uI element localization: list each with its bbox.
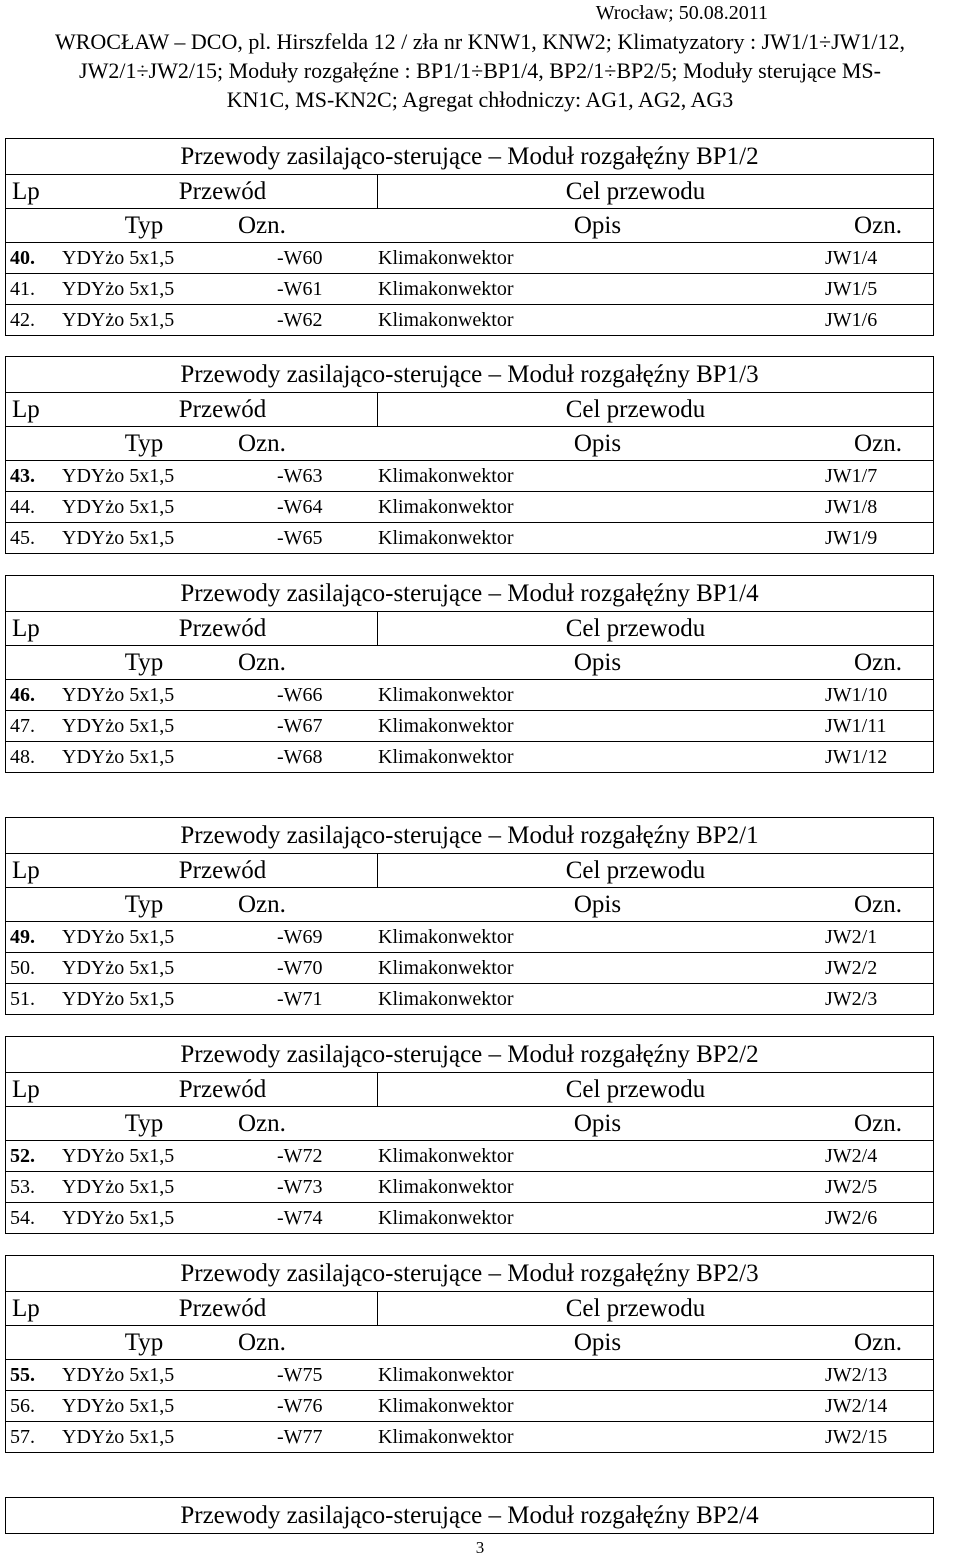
cell-typ: YDYżo 5x1,5 <box>62 1207 175 1229</box>
cell-typ: YDYżo 5x1,5 <box>62 988 175 1010</box>
table-row <box>6 305 933 335</box>
table-row <box>6 461 933 492</box>
cell-lp: 42. <box>10 309 35 331</box>
cell-opis: Klimakonwektor <box>378 1207 514 1229</box>
cell-opis: Klimakonwektor <box>378 278 514 300</box>
header-ozn-target: Ozn. <box>854 1110 902 1137</box>
cable-table <box>5 356 934 554</box>
cell-ozn: -W76 <box>277 1395 323 1417</box>
cell-ozn: -W73 <box>277 1176 323 1198</box>
header-blank <box>6 888 62 921</box>
cell-ozn: -W71 <box>277 988 323 1010</box>
cell-opis: Klimakonwektor <box>378 746 514 768</box>
cell-ozn-target: JW2/15 <box>825 1426 888 1448</box>
header-lp: Lp <box>12 178 40 205</box>
cell-opis: Klimakonwektor <box>378 309 514 331</box>
cell-ozn-target: JW1/9 <box>825 527 878 549</box>
header-ozn: Ozn. <box>238 1110 286 1137</box>
cell-typ: YDYżo 5x1,5 <box>62 247 175 269</box>
table-header-sub <box>6 209 933 243</box>
table-title: Przewody zasilająco-sterujące – Moduł rozgałęźny BP1/2 <box>6 139 933 175</box>
document-date: Wrocław; 50.08.2011 <box>595 2 768 24</box>
cell-opis: Klimakonwektor <box>378 1426 514 1448</box>
cell-lp: 55. <box>10 1364 35 1386</box>
cell-ozn: -W61 <box>277 278 323 300</box>
cell-ozn: -W67 <box>277 715 323 737</box>
header-przewod: Przewód <box>68 612 378 645</box>
header-opis: Opis <box>573 649 622 676</box>
header-cel-przewodu: Cel przewodu <box>565 857 706 884</box>
header-ozn: Ozn. <box>238 430 286 457</box>
cell-ozn-target: JW2/6 <box>825 1207 878 1229</box>
table-title: Przewody zasilająco-sterujące – Moduł rozgałęźny BP1/4 <box>6 576 933 612</box>
table-row <box>6 922 933 953</box>
cell-lp: 50. <box>10 957 35 979</box>
header-blank <box>6 1326 62 1359</box>
cell-opis: Klimakonwektor <box>378 1176 514 1198</box>
header-lp: Lp <box>12 1295 40 1322</box>
cell-typ: YDYżo 5x1,5 <box>62 278 175 300</box>
cell-lp: 52. <box>10 1145 35 1167</box>
cell-lp: 44. <box>10 496 35 518</box>
header-przewod: Przewód <box>68 393 378 426</box>
header-typ: Typ <box>124 212 164 239</box>
table-row <box>6 274 933 305</box>
table-header-main <box>6 1073 933 1107</box>
table-header-main <box>6 1292 933 1326</box>
cell-ozn: -W63 <box>277 465 323 487</box>
cell-ozn-target: JW2/14 <box>825 1395 888 1417</box>
header-opis: Opis <box>573 430 622 457</box>
table-row <box>6 1391 933 1422</box>
cell-opis: Klimakonwektor <box>378 684 514 706</box>
table-row <box>6 492 933 523</box>
cable-table <box>5 1255 934 1453</box>
table-row <box>6 1141 933 1172</box>
cell-lp: 54. <box>10 1207 35 1229</box>
cell-opis: Klimakonwektor <box>378 465 514 487</box>
cell-lp: 43. <box>10 465 35 487</box>
header-cel-przewodu: Cel przewodu <box>565 615 706 642</box>
cell-opis: Klimakonwektor <box>378 247 514 269</box>
header-opis: Opis <box>573 891 622 918</box>
cell-typ: YDYżo 5x1,5 <box>62 957 175 979</box>
cell-opis: Klimakonwektor <box>378 1145 514 1167</box>
table-header-sub <box>6 427 933 461</box>
cable-table <box>5 1497 934 1534</box>
cell-ozn: -W68 <box>277 746 323 768</box>
table-title: Przewody zasilająco-sterujące – Moduł rozgałęźny BP2/2 <box>6 1037 933 1073</box>
cell-ozn-target: JW1/11 <box>825 715 887 737</box>
cell-typ: YDYżo 5x1,5 <box>62 1176 175 1198</box>
cell-typ: YDYżo 5x1,5 <box>62 746 175 768</box>
cell-ozn-target: JW1/10 <box>825 684 888 706</box>
table-header-sub <box>6 1326 933 1360</box>
header-cel-przewodu: Cel przewodu <box>565 178 706 205</box>
table-title: Przewody zasilająco-sterujące – Moduł rozgałęźny BP2/1 <box>6 818 933 854</box>
cell-ozn: -W62 <box>277 309 323 331</box>
cell-typ: YDYżo 5x1,5 <box>62 309 175 331</box>
table-row <box>6 680 933 711</box>
header-line: JW2/1÷JW2/15; Moduły rozgałęźne : BP1/1÷BP1/4, BP2/1÷BP2/5; Moduły sterujące MS- <box>79 58 881 83</box>
page-number: 3 <box>475 1538 485 1557</box>
header-typ: Typ <box>124 1329 164 1356</box>
cell-lp: 40. <box>10 247 35 269</box>
header-przewod: Przewód <box>68 1292 378 1325</box>
cell-typ: YDYżo 5x1,5 <box>62 926 175 948</box>
cell-ozn-target: JW1/6 <box>825 309 878 331</box>
header-ozn-target: Ozn. <box>854 1329 902 1356</box>
cell-lp: 51. <box>10 988 35 1010</box>
header-blank <box>6 209 62 242</box>
table-row <box>6 1172 933 1203</box>
cable-table <box>5 575 934 773</box>
cell-ozn: -W64 <box>277 496 323 518</box>
table-header-main <box>6 612 933 646</box>
header-ozn-target: Ozn. <box>854 212 902 239</box>
table-header-main <box>6 175 933 209</box>
cable-table <box>5 1036 934 1234</box>
cell-typ: YDYżo 5x1,5 <box>62 1145 175 1167</box>
cell-ozn-target: JW2/13 <box>825 1364 888 1386</box>
header-line: KN1C, MS-KN2C; Agregat chłodniczy: AG1, AG2, AG3 <box>226 87 734 112</box>
header-przewod: Przewód <box>68 854 378 887</box>
header-blank <box>6 646 62 679</box>
cell-ozn-target: JW1/5 <box>825 278 878 300</box>
header-typ: Typ <box>124 891 164 918</box>
table-row <box>6 1422 933 1452</box>
header-cel-przewodu: Cel przewodu <box>565 396 706 423</box>
header-blank <box>6 1107 62 1140</box>
table-header-main <box>6 854 933 888</box>
table-title: Przewody zasilająco-sterujące – Moduł rozgałęźny BP2/3 <box>6 1256 933 1292</box>
cell-lp: 46. <box>10 684 35 706</box>
cell-lp: 49. <box>10 926 35 948</box>
table-header-sub <box>6 646 933 680</box>
table-row <box>6 243 933 274</box>
cell-ozn-target: JW2/4 <box>825 1145 878 1167</box>
table-row <box>6 984 933 1014</box>
table-row <box>6 1203 933 1233</box>
table-row <box>6 953 933 984</box>
cell-ozn-target: JW2/3 <box>825 988 878 1010</box>
header-opis: Opis <box>573 212 622 239</box>
header-typ: Typ <box>124 1110 164 1137</box>
cell-lp: 53. <box>10 1176 35 1198</box>
header-opis: Opis <box>573 1329 622 1356</box>
cell-typ: YDYżo 5x1,5 <box>62 715 175 737</box>
cell-opis: Klimakonwektor <box>378 926 514 948</box>
table-header-main <box>6 393 933 427</box>
table-header-sub <box>6 888 933 922</box>
cell-ozn: -W65 <box>277 527 323 549</box>
cable-table <box>5 817 934 1015</box>
header-opis: Opis <box>573 1110 622 1137</box>
cell-opis: Klimakonwektor <box>378 957 514 979</box>
cell-lp: 41. <box>10 278 35 300</box>
header-ozn: Ozn. <box>238 649 286 676</box>
header-cel-przewodu: Cel przewodu <box>565 1295 706 1322</box>
cell-typ: YDYżo 5x1,5 <box>62 1395 175 1417</box>
cell-typ: YDYżo 5x1,5 <box>62 496 175 518</box>
table-row <box>6 1360 933 1391</box>
cell-ozn-target: JW1/12 <box>825 746 888 768</box>
cell-ozn: -W66 <box>277 684 323 706</box>
table-row <box>6 711 933 742</box>
cell-typ: YDYżo 5x1,5 <box>62 527 175 549</box>
cell-ozn: -W60 <box>277 247 323 269</box>
cell-lp: 47. <box>10 715 35 737</box>
cell-lp: 57. <box>10 1426 35 1448</box>
cell-typ: YDYżo 5x1,5 <box>62 465 175 487</box>
header-typ: Typ <box>124 649 164 676</box>
cell-ozn-target: JW1/7 <box>825 465 878 487</box>
cell-lp: 48. <box>10 746 35 768</box>
table-row <box>6 742 933 772</box>
header-lp: Lp <box>12 615 40 642</box>
cell-typ: YDYżo 5x1,5 <box>62 1426 175 1448</box>
cell-opis: Klimakonwektor <box>378 527 514 549</box>
cell-ozn-target: JW1/8 <box>825 496 878 518</box>
header-line: WROCŁAW – DCO, pl. Hirszfelda 12 / zła nr KNW1, KNW2; Klimatyzatory : JW1/1÷JW1/12, <box>54 29 906 54</box>
cable-table <box>5 138 934 336</box>
cell-ozn-target: JW2/1 <box>825 926 878 948</box>
header-blank <box>6 427 62 460</box>
cell-typ: YDYżo 5x1,5 <box>62 684 175 706</box>
cell-opis: Klimakonwektor <box>378 496 514 518</box>
cell-opis: Klimakonwektor <box>378 1395 514 1417</box>
cell-opis: Klimakonwektor <box>378 1364 514 1386</box>
header-lp: Lp <box>12 857 40 884</box>
cell-ozn: -W70 <box>277 957 323 979</box>
cell-ozn-target: JW2/5 <box>825 1176 878 1198</box>
header-ozn: Ozn. <box>238 1329 286 1356</box>
cell-ozn: -W72 <box>277 1145 323 1167</box>
cell-typ: YDYżo 5x1,5 <box>62 1364 175 1386</box>
cell-opis: Klimakonwektor <box>378 715 514 737</box>
header-cel-przewodu: Cel przewodu <box>565 1076 706 1103</box>
header-przewod: Przewód <box>68 1073 378 1106</box>
cell-ozn-target: JW1/4 <box>825 247 878 269</box>
header-typ: Typ <box>124 430 164 457</box>
header-ozn-target: Ozn. <box>854 891 902 918</box>
table-header-sub <box>6 1107 933 1141</box>
cell-ozn-target: JW2/2 <box>825 957 878 979</box>
header-ozn: Ozn. <box>238 891 286 918</box>
header-lp: Lp <box>12 396 40 423</box>
table-title: Przewody zasilająco-sterujące – Moduł rozgałęźny BP1/3 <box>6 357 933 393</box>
header-przewod: Przewód <box>68 175 378 208</box>
cell-ozn: -W69 <box>277 926 323 948</box>
table-row <box>6 523 933 553</box>
header-lp: Lp <box>12 1076 40 1103</box>
cell-ozn: -W74 <box>277 1207 323 1229</box>
cell-opis: Klimakonwektor <box>378 988 514 1010</box>
cell-ozn: -W77 <box>277 1426 323 1448</box>
cell-ozn: -W75 <box>277 1364 323 1386</box>
cell-lp: 56. <box>10 1395 35 1417</box>
cell-lp: 45. <box>10 527 35 549</box>
header-ozn-target: Ozn. <box>854 649 902 676</box>
header-ozn-target: Ozn. <box>854 430 902 457</box>
header-ozn: Ozn. <box>238 212 286 239</box>
table-title: Przewody zasilająco-sterujące – Moduł rozgałęźny BP2/4 <box>180 1502 759 1529</box>
document-header <box>0 27 960 114</box>
